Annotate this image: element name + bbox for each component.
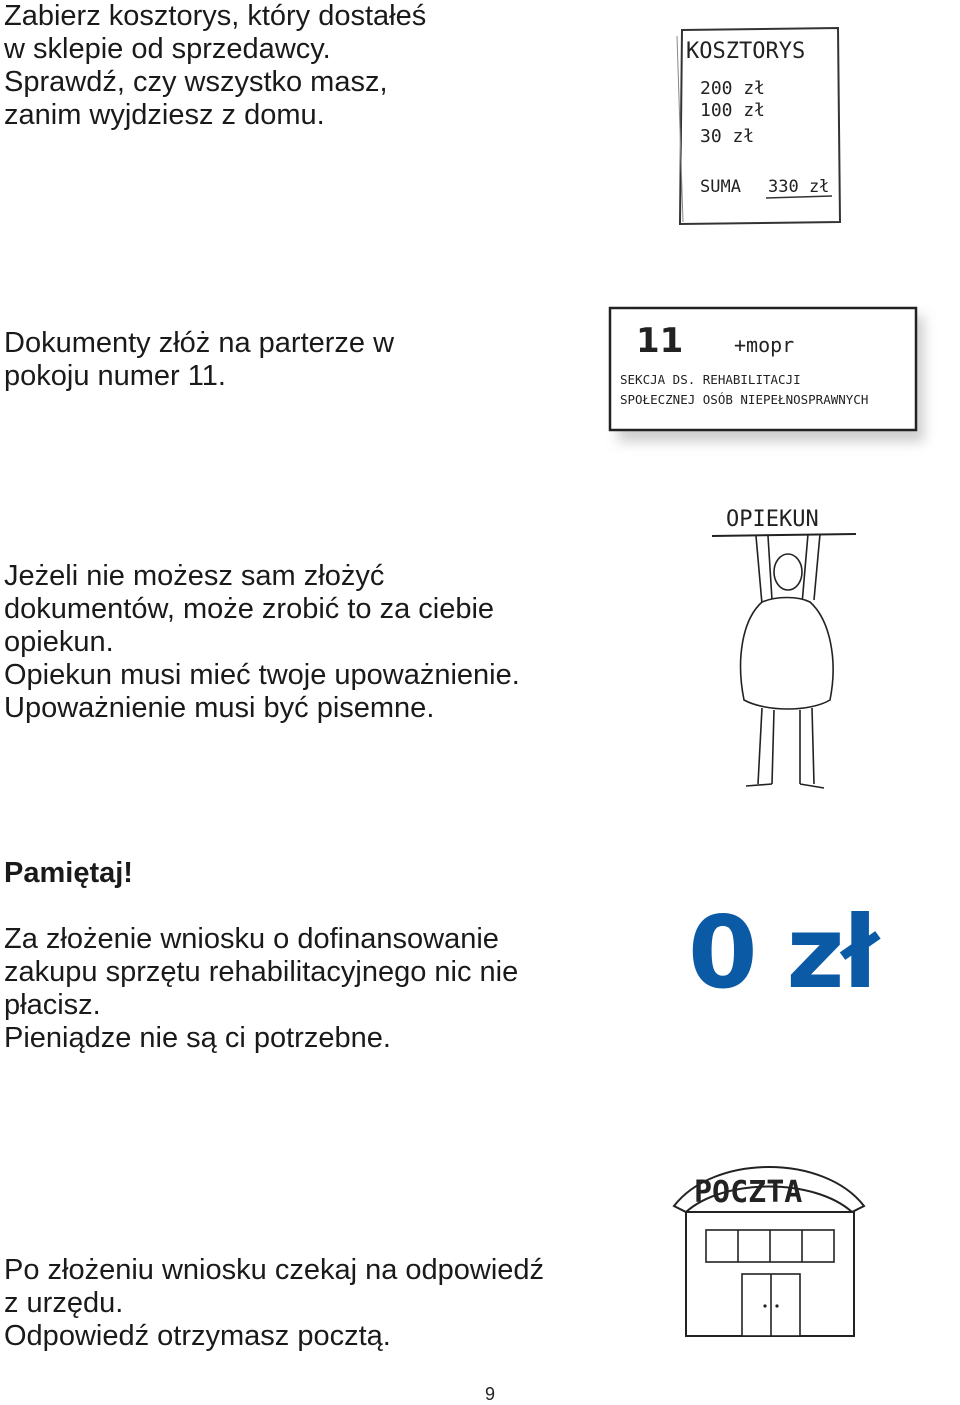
post-sign: POCZTA [694, 1175, 803, 1210]
text-line: opiekun. [4, 626, 114, 658]
sheet-item: 100 zł [700, 100, 766, 121]
text-line: Jeżeli nie możesz sam złożyć [4, 560, 385, 592]
banner-label: OPIEKUN [726, 507, 819, 532]
text-line: zanim wyjdziesz z domu. [4, 99, 325, 131]
text-line: dokumentów, może zrobić to za ciebie [4, 593, 495, 625]
text-line: Zabierz kosztorys, który dostałeś [4, 0, 427, 32]
text-line: z urzędu. [4, 1287, 124, 1319]
text-line: Dokumenty złóż na parterze w [4, 327, 395, 359]
sign-line: SPOŁECZNEJ OSÓB NIEPEŁNOSPRAWNYCH [620, 392, 869, 407]
sheet-item: 30 zł [700, 126, 755, 147]
post-text [4, 1254, 544, 1353]
kosztorys-sheet-illustration [672, 22, 848, 230]
post-office-illustration [664, 1150, 874, 1345]
text-line: Upoważnienie musi być pisemne. [4, 692, 435, 724]
sheet-sum-label: SUMA [700, 177, 741, 197]
sheet-item: 200 zł [700, 78, 766, 99]
sheet-title: KOSZTORYS [686, 39, 806, 64]
kosztorys-text [4, 0, 426, 132]
sign-line: SEKCJA DS. REHABILITACJI [620, 372, 801, 387]
text-line: zakupu sprzętu rehabilitacyjnego nic nie [4, 956, 519, 988]
room-sign-illustration [606, 304, 932, 454]
remember-heading: Pamiętaj! [4, 857, 133, 889]
page-number: 9 [484, 1384, 495, 1404]
text-line: Po złożeniu wniosku czekaj na odpowiedź [4, 1254, 545, 1286]
text-line: Odpowiedź otrzymasz pocztą. [4, 1320, 391, 1352]
sign-room-number: 11 [636, 321, 684, 361]
text-line: płacisz. [4, 989, 101, 1021]
text-line: w sklepie od sprzedawcy. [4, 33, 331, 65]
opiekun-text [4, 560, 520, 725]
text-line: Sprawdź, czy wszystko masz, [4, 66, 388, 98]
remember-section [4, 857, 518, 1055]
text-line: Za złożenie wniosku o dofinansowanie [4, 923, 499, 955]
sheet-sum-value: 330 zł [768, 177, 830, 197]
price-zero: 0 zł [688, 894, 876, 1011]
caregiver-illustration [706, 500, 862, 800]
text-line: pokoju numer 11. [4, 360, 226, 392]
mopr-logo: +mopr [734, 333, 795, 357]
room-text [4, 327, 394, 393]
text-line: Pieniądze nie są ci potrzebne. [4, 1022, 391, 1054]
text-line: Opiekun musi mieć twoje upoważnienie. [4, 659, 520, 691]
